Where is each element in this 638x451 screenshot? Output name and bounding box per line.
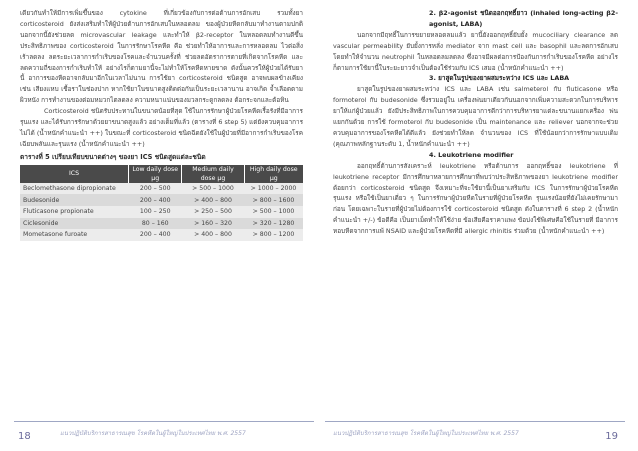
heading-combination-number: 3. <box>429 74 436 83</box>
table-cell: Fluticasone propionate <box>20 206 128 218</box>
heading-laba <box>333 8 618 30</box>
table-cell: > 800 – 1600 <box>244 194 303 206</box>
table-row <box>20 206 303 218</box>
table-cell: 200 – 400 <box>128 229 181 241</box>
table-caption: ตารางที่ 5 เปรียบเทียบขนาดต่างๆ ของยา ICS ชนิดสูดแต่ละชนิด <box>20 152 206 161</box>
table-cell: > 160 – 320 <box>182 218 244 230</box>
ics-dose-table <box>20 165 303 241</box>
page-number-right: 19 <box>605 431 618 442</box>
paragraph-leukotriene: ออกฤทธิ์ต้านการสังเคราะห์ leukotriene หรือต้านการ ออกฤทธิ์ของ leukotriene ที่ leukotriene receptor มีการศึกษาหลายการศึกษาที่พบว่าประสิทธิภาพของยา leukotriene modifier ด้อยกว่า corticosteroid ชนิดสูด จึงเหมาะที่จะใช้ยานี้เป็นยาเสริมกับ ICS ในการรักษาผู้ป่วยโรคหืดรุนแรง หรือใช้เป็นยาเดี่ยว ๆ ในการรักษาผู้ป่วยหืดในรายที่ผู้ป่วยโรคหืด รุนแรงน้อยที่ยังไม่เคยรักษามาก่อน โดยเฉพาะในรายที่ผู้ป่วยไม่ต้องการใช้ corticosteroid ชนิดสูด ดังในตารางที่ 6 step 2 (น้ำหนักคำแนะนำ +/-) ข้อดีคือ เป็นยาเม็ดทำให้ใช้ง่าย ข้อเสียคือราคาแพง ข้อบ่งใช้พิเศษคือใช้ในรายที่ มีอาการหอบหืดจากการแพ้ NSAID และผู้ป่วยโรคหืดที่มี allergic rhinitis ร่วมด้วย (น้ำหนักคำแนะนำ ++) <box>333 161 618 236</box>
table-cell: > 500 – 1000 <box>182 183 244 195</box>
right-body <box>333 8 618 237</box>
page-number-left: 18 <box>18 431 31 442</box>
table-cell: Beclomethasone dipropionate <box>20 183 128 195</box>
table-cell: > 400 – 800 <box>182 194 244 206</box>
right-page <box>319 0 638 451</box>
left-footer-text: แนวปฏิบัติบริการสาธารณสุข โรคหืดในผู้ใหญ่ในประเทศไทย พ.ศ. 2557 <box>60 430 246 437</box>
table-cell: Mometasone furoate <box>20 229 128 241</box>
table-row <box>20 194 303 206</box>
table-cell: Budesonide <box>20 194 128 206</box>
heading-leukotriene-text: Leukotriene modifier <box>438 150 514 159</box>
table-cell: > 500 – 1000 <box>244 206 303 218</box>
left-paragraph-1: เดียวกันทำให้มีการเพิ่มขึ้นของ cytokine ที่เกี่ยวข้องกับการต่อต้านการอักเสบ รวมทั้งยา corticosteroid ยังส่งเสริมทำให้ผู้ป่วยต้านการอักเสบในหลอดลม ของผู้ป่วยหืดกลับมาทำงานตามปกติ นอกจากนี้ยังช่วยลด microvascular leakage และทำให้ β2-receptor ในหลอดลมทำงานดีขึ้น ประสิทธิภาพของ corticosteroid ในการรักษาโรคหืด คือ ช่วยทำให้อาการและการหลอดลม ไวต่อสิ่งเร้าลดลง ลดระยะเวลาการกำเริบของโรคและจำนวนครั้งที่ ช่วยลดอัตราการตายที่เกิดจากโรคหืด และลดความถี่ของการกำเริบทำให้ อย่างไรก็ตามยานี้จะไม่ทำให้โรคหืดหายขาด ดังนั้นควรให้ผู้ป่วยได้รับยานี้ อาการของหืดอาจกลับมาอีกในเวลาไม่นาน การใช้ยา corticosteroid ชนิดสูด อาจพบผลข้างเคียง เช่น เสียงแหบ เชื้อราในช่องปาก หากใช้ยาในขนาดสูงติดต่อกันเป็นระยะเวลานาน อาจเกิด จ้ำเลือดตามผิวหนัง การทำงานของต่อมหมวกไตลดลง ความหนาแน่นของมวลกระดูกลดลง ต้อกระจกและต้อหิน <box>20 9 303 105</box>
table-header-row <box>20 165 303 183</box>
table-cell: > 400 – 800 <box>182 229 244 241</box>
heading-laba-number: 2. <box>429 9 436 17</box>
table-header-ics: ICS <box>20 165 128 183</box>
table-cell: 80 – 160 <box>128 218 181 230</box>
table-cell: > 1000 – 2000 <box>244 183 303 195</box>
table-header-medium: Medium daily dose μg <box>182 165 244 183</box>
table-cell: 200 – 500 <box>128 183 181 195</box>
table-cell: 100 – 250 <box>128 206 181 218</box>
paragraph-laba: นอกจากมีฤทธิ์ในการขยายหลอดลมแล้ว ยานี้ยังออกฤทธิ์ยับยั้ง mucociliary clearance ลด vascular permeability ยับยั้งการหลั่ง mediator จาก mast cell และ basophil และลดการอักเสบโดยทำให้จำนวน neutrophil ในหลอดลมลดลง ซึ่งอาจมีผลต่อการป้องกันการกำเริบของโรคหืด อย่างไรก็ตามการใช้ยานี้ในระยะยาวจำเป็นต้องใช้ร่วมกับ ICS เสมอ (น้ำหนักคำแนะนำ ++) <box>333 30 618 72</box>
table-cell: 200 – 400 <box>128 194 181 206</box>
left-paragraph-2: Corticosteroid ชนิดรับประทานในขนาดน้อยที่สุด ใช้ในการรักษาผู้ป่วยโรคหืดเรื้อรังที่มีอาการรุนแรง และได้รับการรักษาด้วยยาขนาดสูงแล้ว อย่างเต็มที่แล้ว (ตารางที่ 6 step 5) แต่ยังควบคุมอาการไม่ได้ (น้ำหนักคำแนะนำ ++) ในขณะที่ corticosteroid ชนิดฉีดยังใช้ในผู้ป่วยที่มีอาการกำเริบของโรค เฉียบพลันและรุนแรง (น้ำหนักคำแนะนำ ++) <box>20 107 303 148</box>
heading-leukotriene <box>333 150 618 161</box>
table-row <box>20 229 303 241</box>
heading-combination <box>333 73 618 84</box>
right-footer-text: แนวปฏิบัติบริการสาธารณสุข โรคหืดในผู้ใหญ่ในประเทศไทย พ.ศ. 2557 <box>333 430 519 437</box>
table-cell: > 320 – 1280 <box>244 218 303 230</box>
table-cell: > 800 – 1200 <box>244 229 303 241</box>
table-cell: > 250 – 500 <box>182 206 244 218</box>
table-cell: Ciclesonide <box>20 218 128 230</box>
left-body <box>20 8 303 150</box>
heading-combination-text: ยาสูดในรูปของยาผสมระหว่าง ICS และ LABA <box>438 74 570 83</box>
table-header-high: High daily dose μg <box>244 165 303 183</box>
table-row <box>20 183 303 195</box>
heading-leukotriene-number: 4. <box>429 150 436 159</box>
heading-laba-text: β2-agonist ชนิดออกฤทธิ์ยาว (inhaled long-acting β2-agonist, LABA) <box>429 9 618 28</box>
table-header-low: Low daily dose μg <box>128 165 181 183</box>
paragraph-combination: ยาสูดในรูปของยาผสมระหว่าง ICS และ LABA เช่น salmeterol กับ fluticasone หรือ formoterol กับ budesonide ซึ่งรวมอยู่ใน เครื่องพ่นยาเดียวกันนอกจากเพิ่มความสะดวกในการบริหารยาให้แก่ผู้ป่วยแล้ว ยังมีประสิทธิภาพในการควบคุมอาการดีกว่าการบริหารยาแต่ละขนานแยกเครื่อง พ่นแยกกันด้วย การใช้ formoterol กับ budesonide เป็น maintenance และ reliever นอกจากจะช่วยควบคุมอาการของโรคหืดได้ดีแล้ว ยังช่วยทำให้ลด จำนวนของ ICS ที่ใช้น้อยกว่าการรักษาแบบเดิม (คุณภาพหลักฐานระดับ 1, น้ำหนักคำแนะนำ ++) <box>333 85 618 148</box>
table-row <box>20 218 303 230</box>
